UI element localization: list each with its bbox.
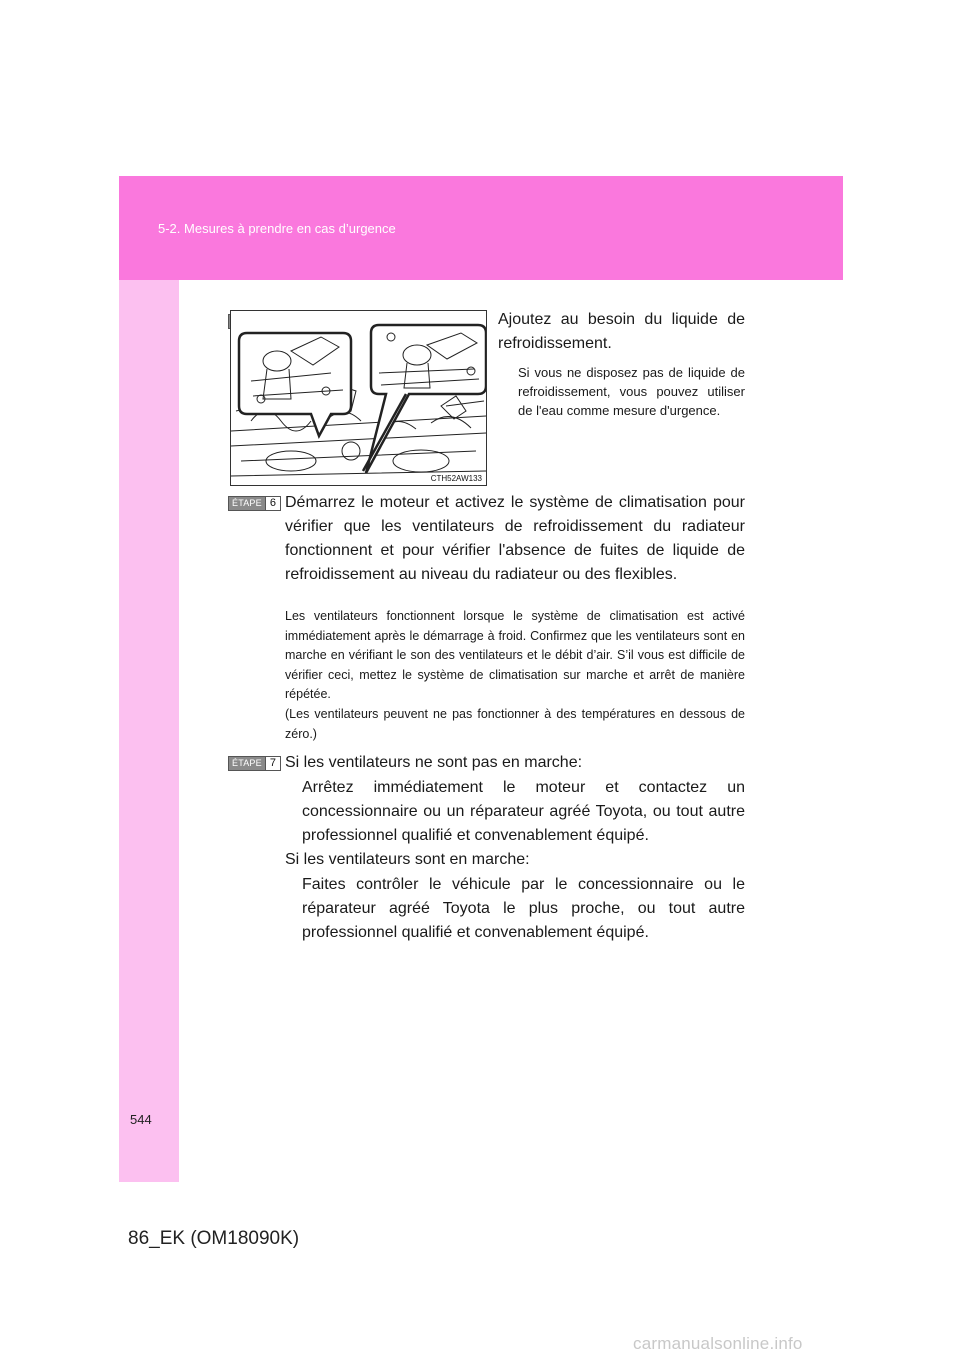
figure-code: CTH52AW133 — [430, 474, 482, 483]
step-5-note: Si vous ne disposez pas de liquide de refroidissement, vous pouvez utiliser de l'eau comme mesure d'urgence. — [518, 365, 745, 418]
coolant-reservoir-drawing — [231, 311, 486, 485]
step-6-instruction: Démarrez le moteur et activez le système de climatisation pour vérifier que les ventilateurs de refroidissement du radiateur fonctionnent et pour vérifier l'absence de fuites de liquide de refroidissement au niveau du radiateur ou des flexibles. — [285, 494, 745, 583]
step-badge-6 — [228, 496, 281, 511]
step-label: ÉTAPE — [229, 757, 265, 770]
step-7-action-not-running: Arrêtez immédiatement le moteur et contactez un concessionnaire ou un réparateur agréé Toyota, ou tout autre professionnel qualifié et convenablement équipé. — [302, 779, 745, 844]
step-7-action-running: Faites contrôler le véhicule par le concessionnaire ou le réparateur agréé Toyota le plus proche, ou tout autre professionnel qualifié et convenablement équipé. — [302, 876, 745, 941]
step-label: ÉTAPE — [229, 497, 265, 510]
document-code: 86_EK (OM18090K) — [128, 1228, 300, 1249]
engine-bay-illustration — [230, 310, 487, 486]
page-number: 544 — [130, 1112, 152, 1127]
step-6-note: Les ventilateurs fonctionnent lorsque le système de climatisation est activé immédiatement après le démarrage à froid. Confirmez que les ventilateurs sont en marche en vérifiant le son des ventilateurs et le débit d’air. S’il vous est difficile de vérifier ceci, mettez le système de climatisation sur marche et arrêt de manière répétée. — [285, 609, 745, 701]
watermark: carmanualsonline.info — [633, 1334, 803, 1353]
step-5-instruction: Ajoutez au besoin du liquide de refroidissement. — [498, 311, 745, 352]
side-margin-band — [119, 280, 179, 1182]
step-6-note-parenthetical: (Les ventilateurs peuvent ne pas fonctionner à des températures en dessous de zéro.) — [285, 707, 745, 741]
step-number: 7 — [265, 757, 280, 770]
step-7-case-not-running: Si les ventilateurs ne sont pas en marche: — [285, 754, 583, 771]
section-title: 5-2. Mesures à prendre en cas d’urgence — [158, 221, 396, 236]
step-number: 6 — [265, 497, 280, 510]
step-7-case-running: Si les ventilateurs sont en marche: — [285, 851, 530, 868]
step-badge-7 — [228, 756, 281, 771]
